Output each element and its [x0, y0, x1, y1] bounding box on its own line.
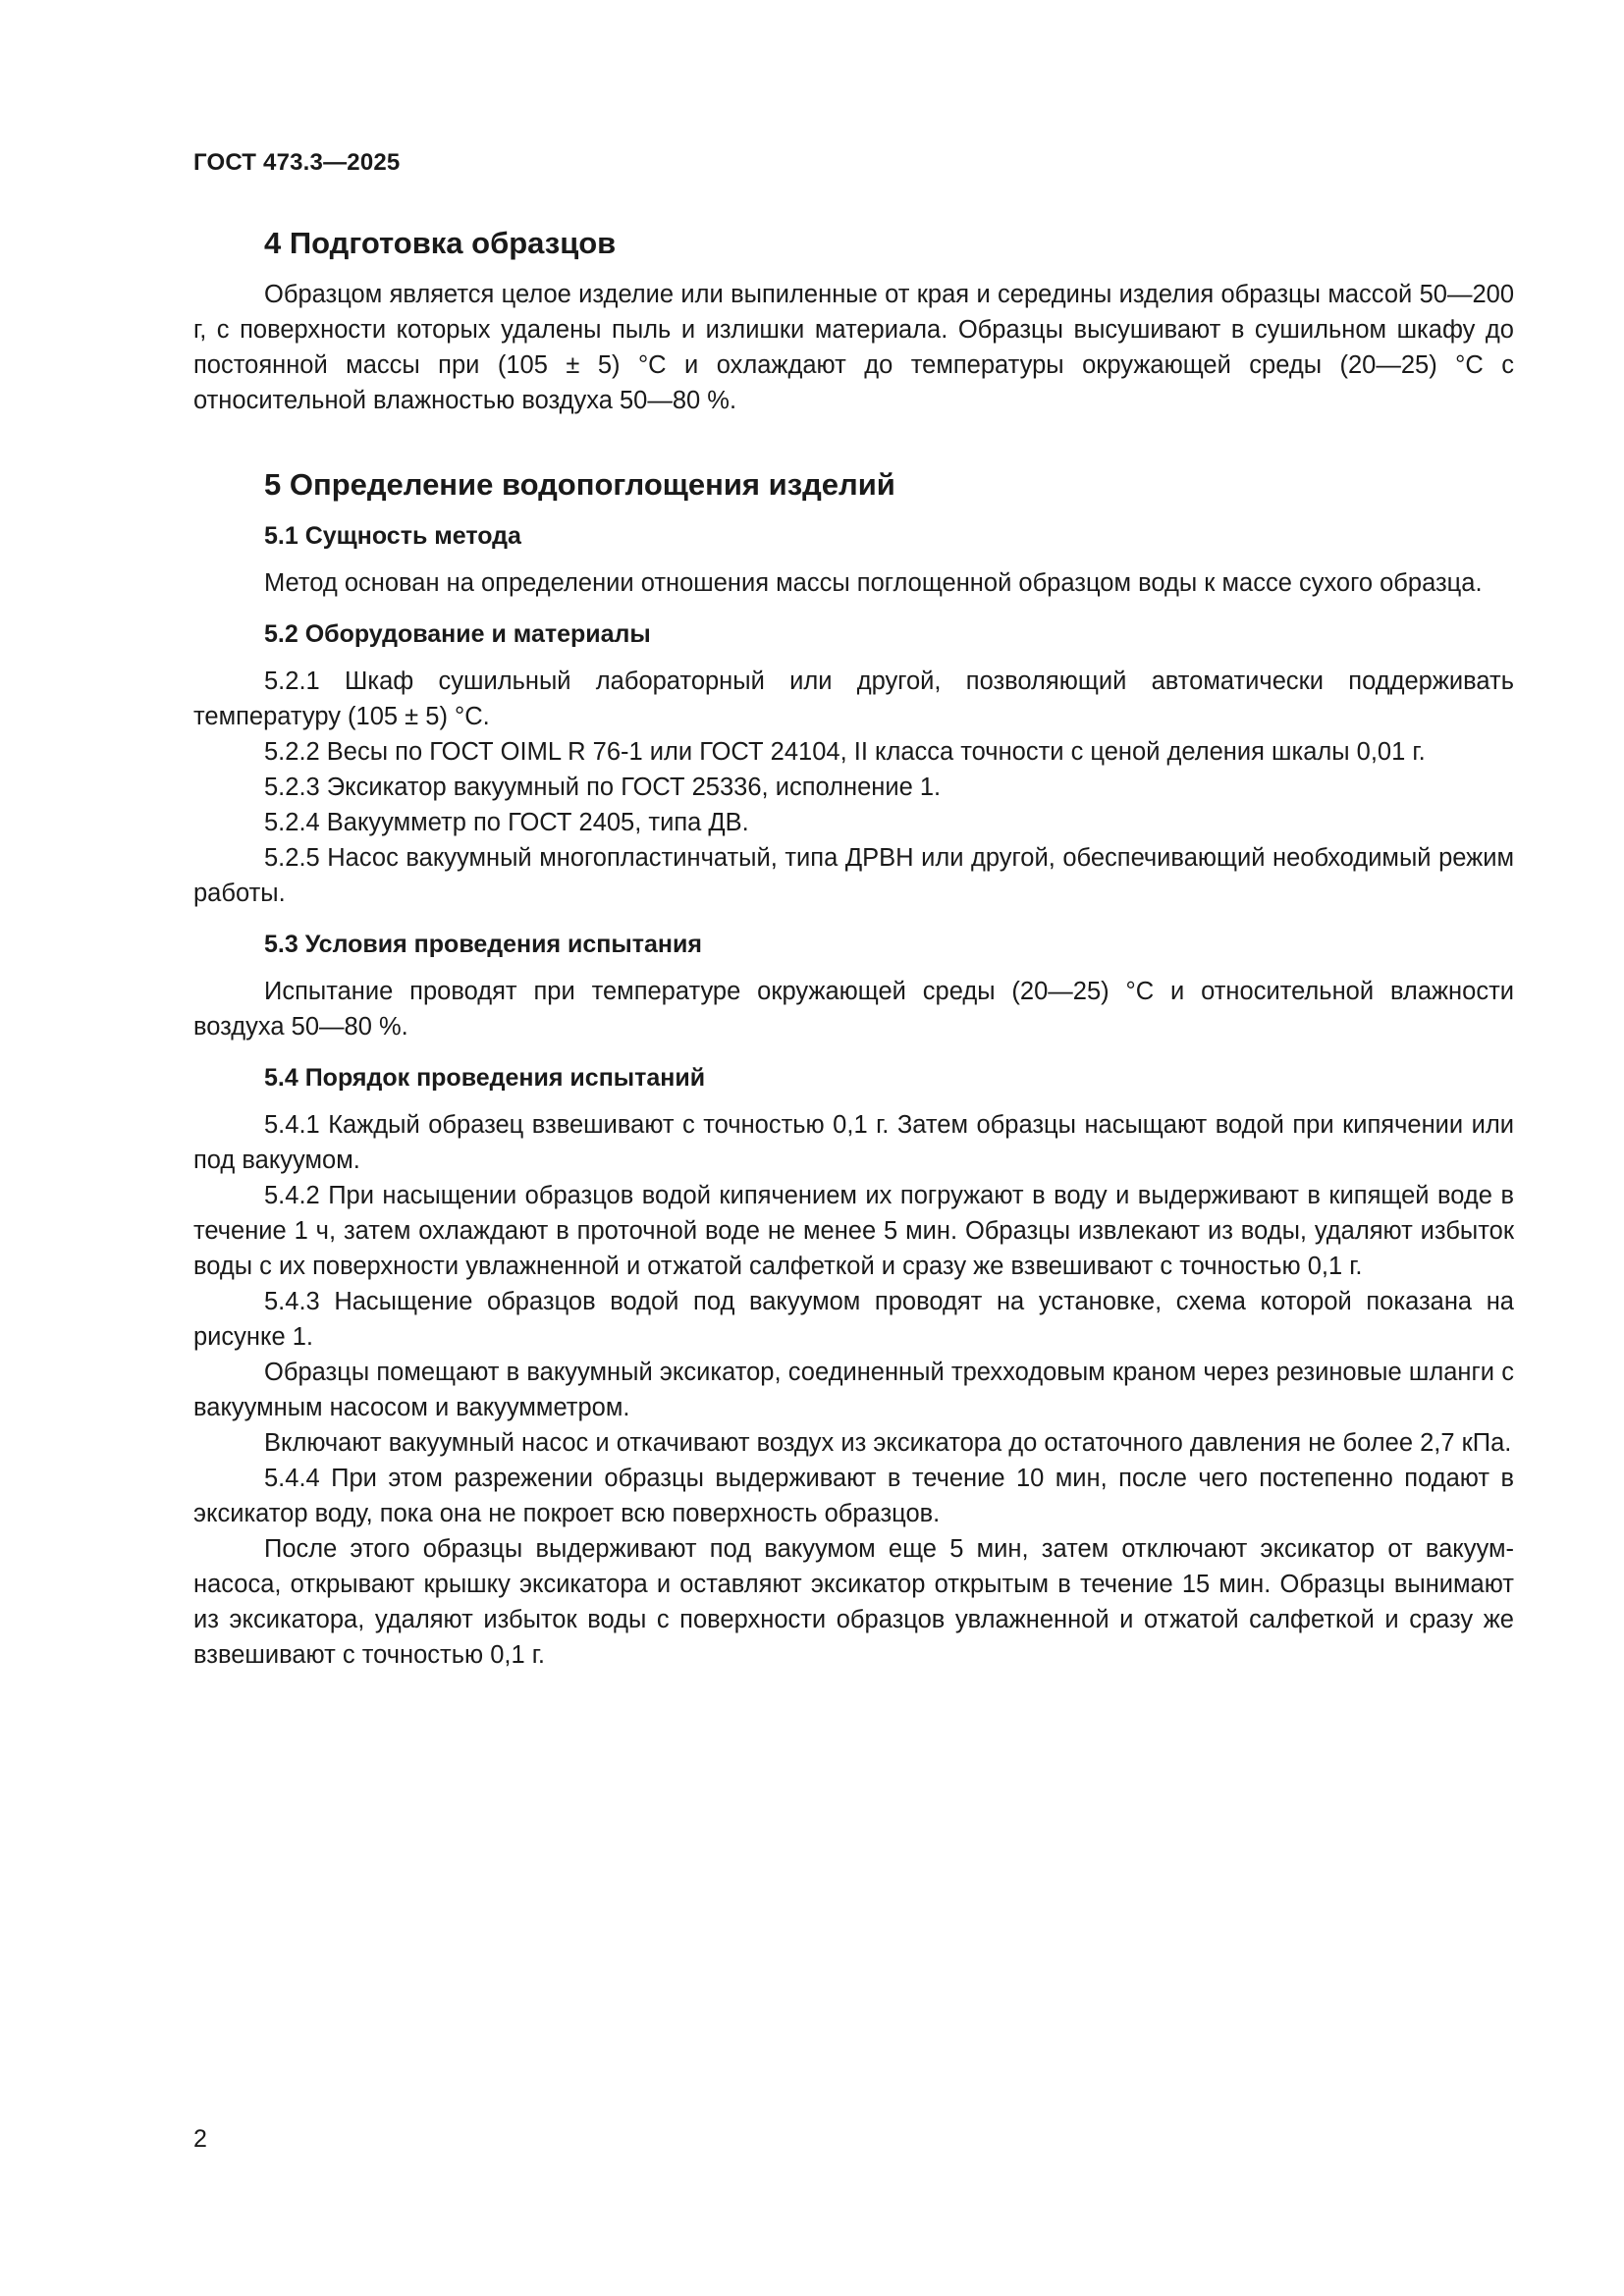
section-4-heading: 4 Подготовка образцов — [264, 226, 617, 260]
paragraph-final-weighing: После этого образцы выдерживают под вакуумом еще 5 мин, затем отключают эксикатор от вакуум-насоса, открывают крышку эксикатора и оставляют эксикатор открытым в течение 15 мин. Образцы вынимают из эксикатора, удаляют избыток воды с поверхности образцов увлажненной и отжатой салфеткой и сразу же взвешивают с точностью 0,1 г. — [193, 1535, 1514, 1669]
paragraph-exsiccator-placement: Образцы помещают в вакуумный эксикатор, соединенный трехходовым краном через резиновые шланги с вакуумным насосом и вакуумметром. — [193, 1359, 1514, 1421]
subsection-5-2-heading: 5.2 Оборудование и материалы — [264, 620, 651, 648]
clause-5-2-5: 5.2.5 Насос вакуумный многопластинчатый, типа ДРВН или другой, обеспечивающий необходимый режим работы. — [193, 844, 1514, 907]
clause-5-4-2: 5.4.2 При насыщении образцов водой кипячением их погружают в воду и выдерживают в кипящей воде в течение 1 ч, затем охлаждают в проточной воде не менее 5 мин. Образцы извлекают из воды, удаляют избыток воды с их поверхности увлажненной и отжатой салфеткой и сразу же взвешивают с точностью 0,1 г. — [193, 1182, 1514, 1280]
paragraph-vacuum-pump: Включают вакуумный насос и откачивают воздух из эксикатора до остаточного давления не более 2,7 кПа. — [264, 1429, 1512, 1457]
clause-5-2-3: 5.2.3 Эксикатор вакуумный по ГОСТ 25336, исполнение 1. — [264, 774, 942, 801]
subsection-5-1-heading: 5.1 Сущность метода — [264, 522, 521, 550]
clause-5-2-2: 5.2.2 Весы по ГОСТ OIML R 76-1 или ГОСТ 24104, II класса точности с ценой деления шкалы 0,01 г. — [264, 738, 1426, 766]
section-4-paragraph: Образцом является целое изделие или выпиленные от края и середины изделия образцы массой 50—200 г, с поверхности которых удалены пыль и излишки материала. Образцы высушивают в сушильном шкафу до постоянной массы при (105 ± 5) °С и охлаждают до температуры окружающей среды (20—25) °С с относительной влажностью воздуха 50—80 %. — [193, 281, 1514, 414]
clause-5-4-4: 5.4.4 При этом разрежении образцы выдерживают в течение 10 мин, после чего постепенно подают в эксикатор воду, пока она не покроет всю поверхность образцов. — [193, 1465, 1514, 1527]
subsection-5-1-paragraph: Метод основан на определении отношения массы поглощенной образцом воды к массе сухого образца. — [264, 569, 1483, 597]
page-number: 2 — [193, 2125, 207, 2153]
clause-5-2-4: 5.2.4 Вакуумметр по ГОСТ 2405, типа ДВ. — [264, 809, 749, 836]
document-code-header: ГОСТ 473.3—2025 — [193, 149, 401, 176]
section-5-heading: 5 Определение водопоглощения изделий — [264, 467, 895, 502]
clause-5-4-3: 5.4.3 Насыщение образцов водой под вакуумом проводят на установке, схема которой показана на рисунке 1. — [193, 1288, 1514, 1351]
clause-5-4-1: 5.4.1 Каждый образец взвешивают с точностью 0,1 г. Затем образцы насыщают водой при кипячении или под вакуумом. — [193, 1111, 1514, 1174]
subsection-5-4-heading: 5.4 Порядок проведения испытаний — [264, 1064, 706, 1092]
subsection-5-3-heading: 5.3 Условия проведения испытания — [264, 931, 702, 958]
document-body — [193, 222, 1514, 1673]
clause-5-2-1: 5.2.1 Шкаф сушильный лабораторный или другой, позволяющий автоматически поддерживать температуру (105 ± 5) °С. — [193, 667, 1514, 730]
subsection-5-3-paragraph: Испытание проводят при температуре окружающей среды (20—25) °С и относительной влажности воздуха 50—80 %. — [193, 978, 1514, 1041]
